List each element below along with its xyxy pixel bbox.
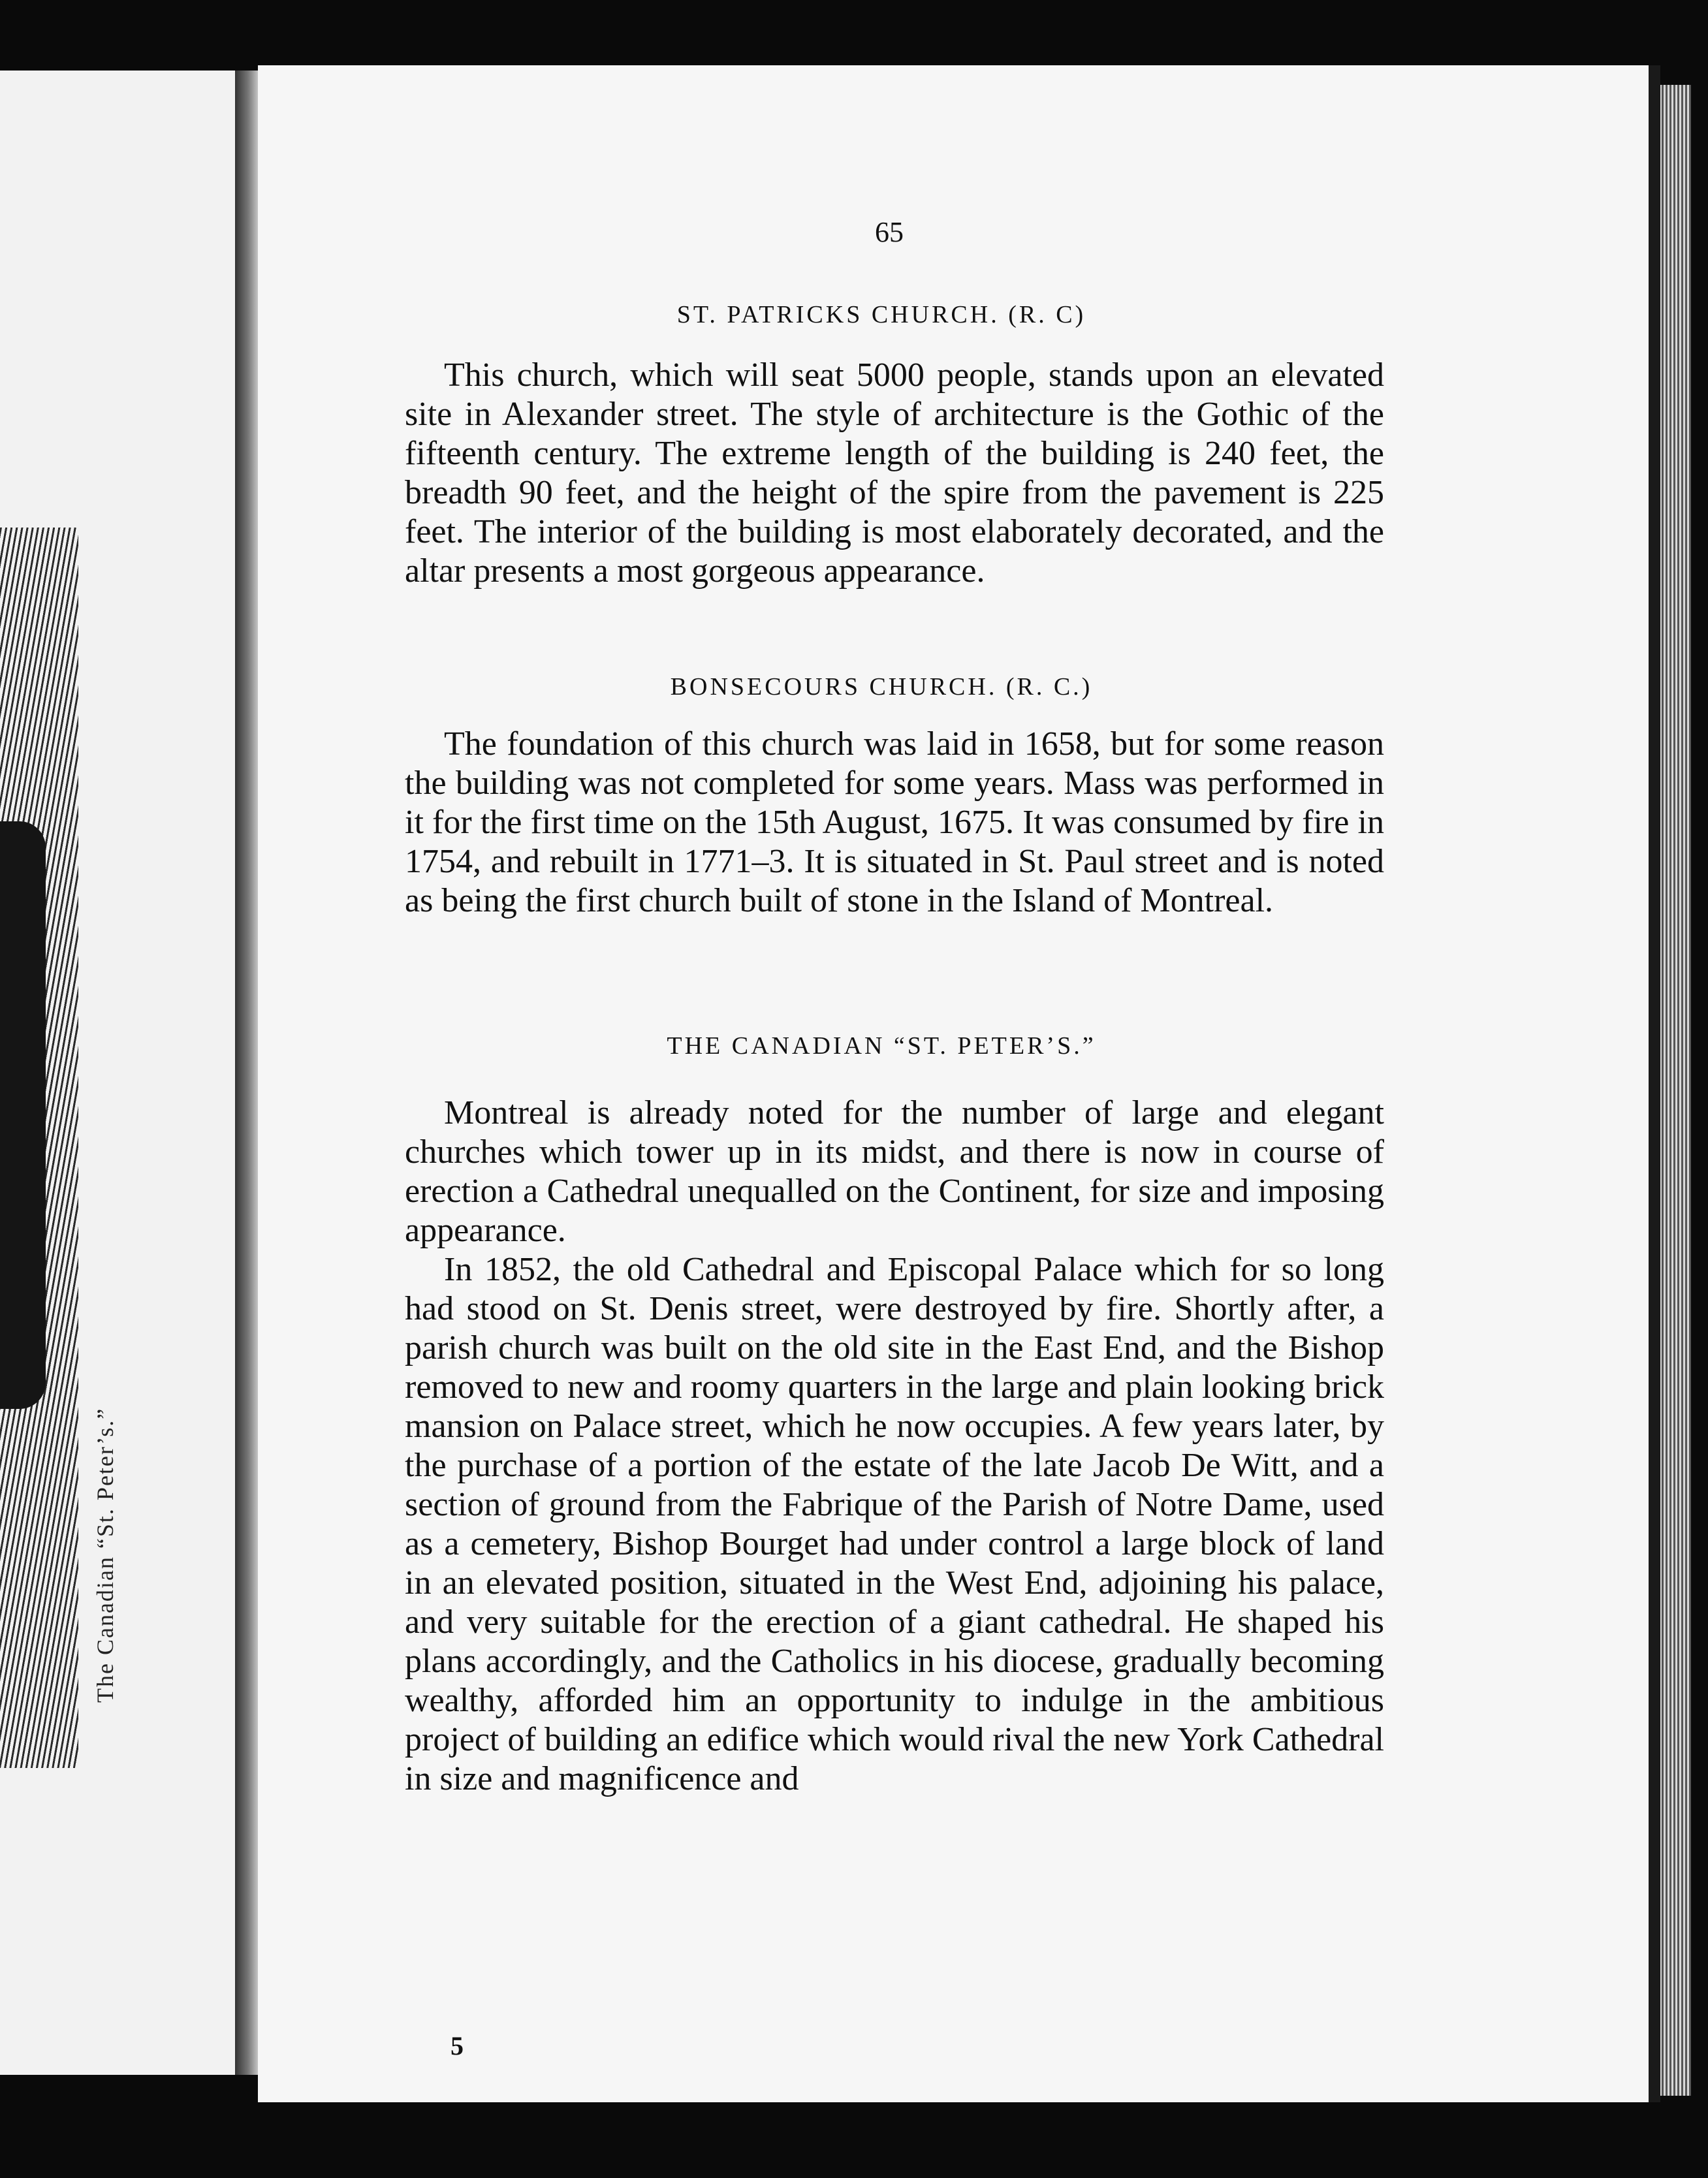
section-body-bonsecours	[405, 725, 1384, 921]
signature-mark: 5	[451, 2031, 464, 2060]
section-heading-bonsecours: BONSECOURS CHURCH. (R. C.)	[670, 673, 1093, 701]
section-body-st-patricks	[405, 356, 1384, 591]
facing-page-plate	[0, 71, 238, 2075]
section-heading-st-patricks: ST. PATRICKS CHURCH. (R. C)	[676, 301, 1086, 328]
plate-caption: The Canadian “St. Peter’s.”	[92, 1407, 118, 1703]
paragraph: Montreal is already noted for the number of large and elegant churches which tower up in its midst, and there is now in course of erection a Cathedral unequalled on the Continent, for size and imposing appearance.	[405, 1094, 1384, 1249]
engraving-shadow	[0, 821, 46, 1409]
section-body-canadian-st-peters	[405, 1094, 1384, 1799]
book-gutter	[235, 71, 261, 2075]
section-heading-canadian-st-peters: THE CANADIAN “ST. PETER’S.”	[667, 1032, 1096, 1060]
page-number: 65	[875, 216, 904, 248]
paragraph: In 1852, the old Cathedral and Episcopal Palace which for so long had stood on St. Denis street, were destroyed by fire. Shortly after, a parish church was built on the old site in the East End, and the Bishop removed to new and roomy quarters in the large and plain looking brick mansion on Palace street, which he now occupies. A few years later, by the purchase of a portion of the estate of the late Jacob De Witt, and a section of ground from the Fabrique of the Parish of Notre Dame, used as a cemetery, Bishop Bourget had under control a large block of land in an elevated position, situated in the West End, adjoining his palace, and very suitable for the erection of a giant cathedral. He shaped his plans accordingly, and the Catholics in his diocese, gradually becoming wealthy, afforded him an opportunity to indulge in the ambitious project of building an edifice which would rival the new York Cathedral in size and magnificence and	[405, 1251, 1384, 1797]
paragraph: The foundation of this church was laid in 1658, but for some reason the building was not completed for some years. Mass was performed in it for the first time on the 15th August, 1675. It was consumed by fire in 1754, and rebuilt in 1771–3. It is situated in St. Paul street and is noted as being the first church built of stone in the Island of Montreal.	[405, 725, 1384, 919]
paragraph: This church, which will seat 5000 people, stands upon an elevated site in Alexander street. The style of architecture is the Gothic of the fifteenth century. The extreme length of the building is 240 feet, the breadth 90 feet, and the height of the spire from the pavement is 225 feet. The interior of the building is most elaborately decorated, and the altar presents a most gorgeous appearance.	[405, 356, 1384, 590]
